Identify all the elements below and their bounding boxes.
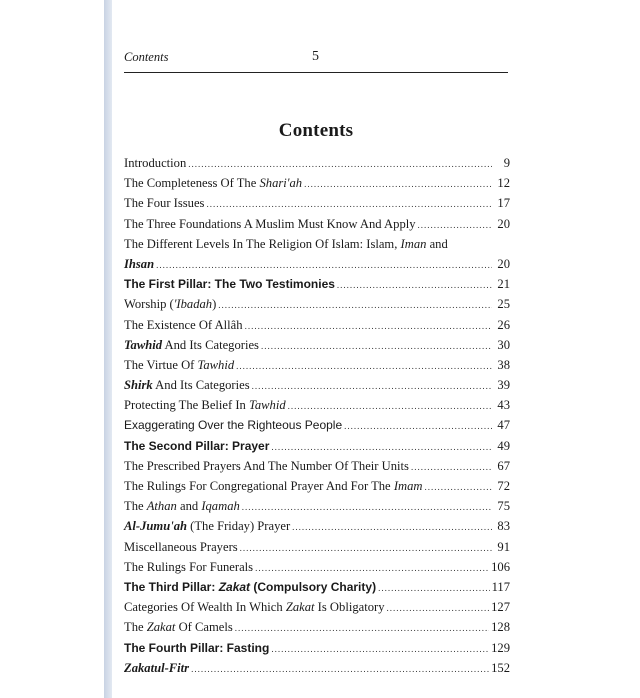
toc-entry: [124, 156, 510, 176]
dot-leader: [191, 664, 489, 674]
toc-entry-title: [124, 398, 286, 413]
toc-entry: [124, 176, 510, 196]
toc-entry-title: [124, 641, 269, 655]
toc-entry-title-part: The Completeness Of The: [124, 176, 260, 191]
toc-entry-title: [124, 217, 416, 232]
toc-entry-title: [124, 519, 290, 534]
toc-entry-title-part: Tawhid: [124, 337, 163, 352]
toc-entry-page: 21: [497, 277, 510, 292]
toc-entry-page: 43: [497, 398, 510, 413]
toc-entry-title-part: The First Pillar: The Two Testimonies: [124, 277, 335, 292]
toc-entry-title-part: The Existence Of Allâh: [124, 317, 243, 332]
dot-leader: [245, 321, 492, 331]
dot-leader: [240, 543, 492, 553]
toc-entry: [124, 499, 510, 519]
toc-entry-title-part: Worship (: [124, 297, 174, 312]
dot-leader: [235, 623, 489, 633]
running-header: [124, 50, 508, 70]
toc-entry: [124, 661, 510, 681]
toc-entry-page: 26: [497, 317, 510, 332]
toc-entry-title: [124, 297, 216, 312]
toc-entry-title: [124, 196, 204, 211]
toc-entry-title-part: Protecting The Belief In: [124, 398, 249, 413]
toc-entry-title-part: The Virtue Of: [124, 357, 198, 372]
header-divider: [124, 72, 508, 73]
toc-entry: [124, 479, 510, 499]
dot-leader: [337, 280, 492, 290]
toc-entry-page: 91: [497, 539, 510, 554]
toc-entry-title-part: The Four Issues: [124, 196, 205, 211]
toc-entry-title: [124, 378, 250, 393]
toc-entry-title-part: Zakat: [146, 620, 176, 635]
toc-entry: [124, 600, 510, 620]
toc-entry-title: [124, 620, 233, 635]
toc-entry-page: 106: [491, 559, 510, 574]
toc-entry-page: 117: [491, 579, 510, 594]
toc-entry-title-part: Tawhid: [197, 357, 235, 372]
toc-entry: [124, 641, 510, 661]
toc-entry: [124, 257, 510, 277]
toc-entry-title-part: Al-Jumu'ah: [124, 519, 187, 534]
toc-entry: [124, 237, 510, 257]
toc-entry-title-part: Zakat: [285, 600, 315, 615]
toc-entry-title-part: Ihsan: [124, 256, 155, 271]
dot-leader: [378, 583, 490, 593]
toc-entry-title: [124, 540, 238, 555]
toc-entry-title-part: The Second Pillar: Prayer: [124, 438, 270, 453]
toc-entry-title-part: Categories Of Wealth In Which: [124, 600, 286, 615]
toc-entry-title: [124, 176, 302, 191]
toc-entry-title-part: The Fourth Pillar: Fasting: [124, 640, 270, 655]
toc-entry-title-part: Exaggerating Over the Righteous People: [124, 418, 343, 433]
toc-entry: [124, 620, 510, 640]
toc-entry-page: 47: [497, 418, 510, 433]
toc-entry-title: [124, 257, 154, 272]
dot-leader: [411, 462, 492, 472]
dot-leader: [387, 603, 490, 613]
toc-entry-title-part: Introduction: [124, 156, 187, 170]
toc-entry-title-part: The Different Levels In The Religion Of Islam: Islam,: [124, 236, 401, 251]
toc-entry-title: [124, 560, 253, 575]
toc-entry-page: 9: [503, 156, 510, 170]
dot-leader: [255, 563, 489, 573]
toc-entry: [124, 580, 510, 600]
toc-entry-page: 25: [497, 297, 510, 312]
toc-entry-page: 12: [497, 176, 510, 191]
dot-leader: [271, 442, 492, 452]
toc-entry-title: [124, 479, 423, 494]
toc-entry-title-part: and: [426, 236, 448, 251]
toc-entry-title: [124, 358, 234, 373]
toc-entry: [124, 519, 510, 539]
toc-entry-page: 30: [497, 337, 510, 352]
page-number: 5: [312, 49, 319, 64]
toc-entry-title-part: The Three Foundations A Muslim Must Know And Apply: [124, 216, 416, 231]
toc-entry: [124, 196, 510, 216]
toc-entry: [124, 439, 510, 459]
toc-entry-title: [124, 237, 448, 252]
toc-entry-title-part: The Rulings For Funerals: [124, 559, 254, 574]
toc-entry-title-part: The: [124, 499, 147, 514]
toc-entry-title-part: Imam: [393, 479, 423, 493]
dot-leader: [271, 644, 489, 654]
toc-entry-title-part: The: [124, 620, 147, 635]
toc-entry-title-part: Zakatul-Fitr: [124, 660, 190, 675]
toc-entry: [124, 277, 510, 297]
dot-leader: [344, 421, 492, 431]
toc-entry: [124, 297, 510, 317]
toc-entry-title: [124, 156, 186, 171]
toc-entry-page: 17: [497, 196, 510, 211]
toc-entry-title-part: The Rulings For Congregational Prayer And For The: [124, 479, 394, 493]
dot-leader: [425, 482, 493, 492]
dot-leader: [188, 159, 492, 169]
toc-entry: [124, 540, 510, 560]
toc-entry: [124, 418, 510, 438]
toc-entry-title: [124, 459, 409, 474]
dot-leader: [252, 381, 492, 391]
dot-leader: [156, 260, 492, 270]
toc-entry-page: 20: [497, 216, 510, 231]
toc-entry: [124, 217, 510, 237]
toc-entry: [124, 318, 510, 338]
dot-leader: [236, 361, 492, 371]
dot-leader: [218, 300, 492, 310]
toc-entry-page: 128: [491, 620, 510, 635]
toc-entry-page: 129: [491, 640, 510, 655]
dot-leader: [292, 522, 492, 532]
toc-entry-page: 39: [497, 378, 510, 393]
toc-entry-title: [124, 338, 259, 353]
toc-entry-page: 20: [497, 256, 510, 271]
dot-leader: [288, 401, 492, 411]
toc-entry: [124, 358, 510, 378]
toc-entry: [124, 398, 510, 418]
toc-entry-page: 72: [497, 479, 510, 493]
running-header-label: Contents: [124, 50, 169, 64]
page-title: Contents: [278, 120, 354, 141]
toc-entry-title: [124, 318, 243, 333]
toc-entry: [124, 338, 510, 358]
toc-entry-title-part: And Its Categories: [152, 378, 250, 393]
dot-leader: [242, 502, 492, 512]
toc-entry-title-part: 'Ibadah: [173, 297, 213, 312]
dot-leader: [304, 179, 492, 189]
toc-entry-title-part: Iqamah: [201, 499, 240, 514]
toc-entry-title: [124, 580, 376, 594]
toc-entry-title-part: (The Friday) Prayer: [187, 519, 291, 534]
toc-entry-title-part: Athan: [146, 499, 177, 514]
toc-entry: [124, 378, 510, 398]
toc-entry-title: [124, 600, 385, 615]
toc-entry: [124, 459, 510, 479]
toc-entry-title: [124, 661, 189, 676]
toc-entry-page: 38: [497, 357, 510, 372]
toc-entry-title-part: And Its Categories: [162, 337, 259, 352]
toc-entry-title: [124, 418, 342, 432]
toc-entry-title-part: Zakat: [218, 579, 251, 594]
toc-entry-title-part: (Compulsory Charity): [250, 579, 377, 594]
toc-entry-title: [124, 499, 240, 514]
toc-entry-page: 152: [491, 660, 510, 675]
toc-entry-title-part: Tawhid: [248, 398, 286, 413]
toc-entry-title-part: Miscellaneous Prayers: [124, 539, 238, 554]
toc-entry-title-part: Shari'ah: [259, 176, 303, 191]
toc-entry: [124, 560, 510, 580]
toc-entry-title-part: and: [176, 499, 202, 514]
dot-leader: [418, 220, 492, 230]
table-of-contents: [124, 156, 510, 681]
toc-entry-page: 83: [497, 519, 510, 534]
dot-leader: [206, 199, 492, 209]
toc-entry-page: 49: [497, 438, 510, 453]
toc-entry-page: 75: [497, 499, 510, 514]
toc-entry-title: [124, 277, 335, 291]
toc-entry-page: 127: [491, 600, 510, 615]
toc-entry-title-part: Shirk: [124, 378, 153, 393]
dot-leader: [261, 341, 492, 351]
toc-entry-title-part: The Prescribed Prayers And The Number Of Their Units: [124, 458, 409, 473]
toc-entry-title-part: ): [212, 297, 217, 312]
toc-entry-title-part: Is Obligatory: [314, 600, 385, 615]
toc-entry-title-part: Of Camels: [175, 620, 233, 635]
toc-entry-title: [124, 439, 269, 453]
toc-entry-title-part: Iman: [400, 236, 427, 251]
toc-entry-title-part: The Third Pillar:: [124, 579, 219, 594]
toc-entry-page: 67: [497, 458, 510, 473]
